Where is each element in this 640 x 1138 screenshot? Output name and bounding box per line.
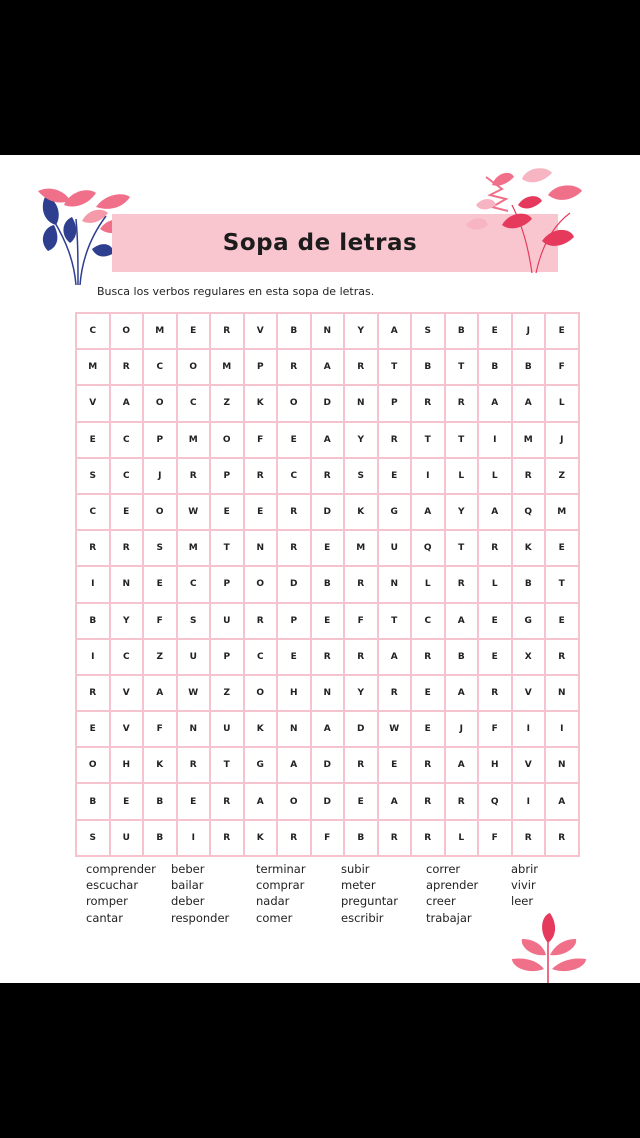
grid-cell[interactable]: E	[412, 712, 446, 748]
grid-cell[interactable]: B	[77, 784, 111, 820]
grid-row	[77, 423, 580, 459]
grid-cell[interactable]: C	[77, 314, 111, 350]
word-list-item: escuchar	[86, 878, 139, 893]
word-list-item: deber	[171, 894, 205, 909]
grid-cell[interactable]: E	[412, 676, 446, 712]
grid-cell[interactable]: C	[111, 459, 145, 495]
grid-cell[interactable]: A	[111, 386, 145, 422]
grid-cell[interactable]: J	[144, 459, 178, 495]
grid-cell[interactable]: C	[412, 604, 446, 640]
grid-cell[interactable]: R	[345, 640, 379, 676]
grid-cell[interactable]: N	[245, 531, 279, 567]
grid-cell[interactable]: R	[211, 314, 245, 350]
grid-cell[interactable]: O	[245, 676, 279, 712]
grid-cell[interactable]: P	[278, 604, 312, 640]
grid-cell[interactable]: R	[245, 604, 279, 640]
grid-cell[interactable]: A	[245, 784, 279, 820]
grid-cell[interactable]: E	[178, 784, 212, 820]
grid-cell[interactable]: I	[513, 712, 547, 748]
grid-row	[77, 350, 580, 386]
grid-cell[interactable]: R	[412, 784, 446, 820]
grid-cell[interactable]: I	[479, 423, 513, 459]
grid-cell[interactable]: T	[546, 567, 580, 603]
grid-cell[interactable]: W	[178, 495, 212, 531]
grid-cell[interactable]: D	[312, 748, 346, 784]
grid-cell[interactable]: I	[546, 712, 580, 748]
grid-cell[interactable]: Z	[144, 640, 178, 676]
grid-row	[77, 567, 580, 603]
grid-cell[interactable]: G	[513, 604, 547, 640]
word-list-item: terminar	[256, 862, 306, 876]
grid-cell[interactable]: R	[278, 821, 312, 857]
grid-cell[interactable]: F	[479, 821, 513, 857]
grid-cell[interactable]: I	[77, 567, 111, 603]
grid-cell[interactable]: P	[211, 459, 245, 495]
grid-cell[interactable]: C	[144, 350, 178, 386]
grid-cell[interactable]: T	[446, 531, 480, 567]
grid-cell[interactable]: Q	[513, 495, 547, 531]
grid-cell[interactable]: R	[312, 459, 346, 495]
grid-cell[interactable]: I	[178, 821, 212, 857]
word-list-item: cantar	[86, 910, 123, 925]
grid-cell[interactable]: A	[312, 350, 346, 386]
grid-cell[interactable]: T	[211, 531, 245, 567]
grid-cell[interactable]: Z	[546, 459, 580, 495]
word-list-item: subir	[341, 862, 370, 876]
grid-cell[interactable]: E	[77, 423, 111, 459]
grid-cell[interactable]: T	[446, 350, 480, 386]
grid-cell[interactable]: N	[312, 676, 346, 712]
grid-cell[interactable]: C	[111, 423, 145, 459]
grid-cell[interactable]: S	[77, 459, 111, 495]
grid-cell[interactable]: E	[546, 314, 580, 350]
word-list-item: bailar	[171, 878, 204, 893]
grid-cell[interactable]: P	[211, 640, 245, 676]
grid-cell[interactable]: R	[345, 567, 379, 603]
grid-row	[77, 676, 580, 712]
grid-cell[interactable]: B	[479, 350, 513, 386]
grid-cell[interactable]: E	[211, 495, 245, 531]
grid-cell[interactable]: R	[513, 821, 547, 857]
grid-cell[interactable]: T	[211, 748, 245, 784]
grid-cell[interactable]: U	[211, 604, 245, 640]
grid-cell[interactable]: E	[345, 784, 379, 820]
grid-cell[interactable]: R	[111, 350, 145, 386]
word-list-item: meter	[341, 878, 376, 893]
grid-cell[interactable]: D	[312, 495, 346, 531]
grid-cell[interactable]: J	[446, 712, 480, 748]
grid-cell[interactable]: B	[412, 350, 446, 386]
grid-cell[interactable]: D	[312, 386, 346, 422]
word-list-item: comprar	[256, 878, 305, 893]
word-list-item: beber	[171, 862, 205, 876]
grid-cell[interactable]: A	[446, 604, 480, 640]
grid-cell[interactable]: I	[77, 640, 111, 676]
grid-row	[77, 784, 580, 820]
grid-cell[interactable]: P	[144, 423, 178, 459]
grid-cell[interactable]: I	[412, 459, 446, 495]
grid-cell[interactable]: K	[245, 712, 279, 748]
word-list-item: romper	[86, 894, 128, 909]
grid-cell[interactable]: L	[479, 459, 513, 495]
grid-cell[interactable]: O	[278, 386, 312, 422]
grid-cell[interactable]: D	[312, 784, 346, 820]
grid-cell[interactable]: F	[312, 821, 346, 857]
grid-cell[interactable]: A	[479, 495, 513, 531]
grid-cell[interactable]: U	[111, 821, 145, 857]
grid-cell[interactable]: L	[412, 567, 446, 603]
flower-sprig-bottom-illustration	[508, 911, 590, 983]
flower-branch-right-illustration	[462, 165, 588, 275]
grid-cell[interactable]: A	[278, 748, 312, 784]
grid-cell[interactable]: R	[412, 640, 446, 676]
grid-cell[interactable]: V	[111, 676, 145, 712]
grid-cell[interactable]: S	[345, 459, 379, 495]
grid-cell[interactable]: O	[111, 314, 145, 350]
grid-cell[interactable]: S	[178, 604, 212, 640]
grid-cell[interactable]: R	[446, 784, 480, 820]
grid-cell[interactable]: R	[178, 748, 212, 784]
word-list-column	[341, 861, 426, 926]
grid-cell[interactable]: A	[479, 386, 513, 422]
grid-cell[interactable]: M	[546, 495, 580, 531]
grid-cell[interactable]: F	[479, 712, 513, 748]
grid-cell[interactable]: P	[379, 386, 413, 422]
grid-cell[interactable]: T	[379, 350, 413, 386]
grid-cell[interactable]: R	[446, 567, 480, 603]
grid-cell[interactable]: F	[144, 712, 178, 748]
grid-cell[interactable]: A	[144, 676, 178, 712]
grid-cell[interactable]: C	[178, 567, 212, 603]
grid-cell[interactable]: M	[178, 531, 212, 567]
grid-cell[interactable]: Y	[446, 495, 480, 531]
grid-cell[interactable]: R	[312, 640, 346, 676]
grid-cell[interactable]: M	[77, 350, 111, 386]
grid-cell[interactable]: C	[178, 386, 212, 422]
grid-cell[interactable]: A	[412, 495, 446, 531]
word-list-column	[86, 861, 171, 926]
grid-cell[interactable]: R	[211, 784, 245, 820]
grid-cell[interactable]: O	[211, 423, 245, 459]
grid-row	[77, 495, 580, 531]
grid-cell[interactable]: Y	[111, 604, 145, 640]
grid-cell[interactable]: R	[278, 350, 312, 386]
grid-cell[interactable]: E	[77, 712, 111, 748]
word-list-item: correr	[426, 862, 461, 876]
grid-cell[interactable]: S	[412, 314, 446, 350]
grid-cell[interactable]: N	[278, 712, 312, 748]
grid-cell[interactable]: R	[513, 459, 547, 495]
grid-row	[77, 640, 580, 676]
grid-cell[interactable]: Z	[211, 386, 245, 422]
grid-cell[interactable]: N	[312, 314, 346, 350]
grid-cell[interactable]: D	[345, 712, 379, 748]
grid-cell[interactable]: H	[479, 748, 513, 784]
grid-cell[interactable]: F	[345, 604, 379, 640]
word-search-grid	[75, 312, 580, 857]
grid-cell[interactable]: W	[379, 712, 413, 748]
grid-cell[interactable]: C	[77, 495, 111, 531]
grid-row	[77, 459, 580, 495]
grid-cell[interactable]: A	[379, 640, 413, 676]
grid-cell[interactable]: M	[178, 423, 212, 459]
grid-cell[interactable]: E	[178, 314, 212, 350]
grid-cell[interactable]: R	[479, 531, 513, 567]
grid-cell[interactable]: T	[379, 604, 413, 640]
grid-row	[77, 712, 580, 748]
grid-cell[interactable]: X	[513, 640, 547, 676]
grid-cell[interactable]: A	[446, 676, 480, 712]
grid-cell[interactable]: R	[379, 676, 413, 712]
grid-cell[interactable]: H	[278, 676, 312, 712]
grid-cell[interactable]: O	[144, 386, 178, 422]
grid-cell[interactable]: T	[446, 423, 480, 459]
grid-cell[interactable]: M	[144, 314, 178, 350]
grid-cell[interactable]: A	[546, 784, 580, 820]
grid-row	[77, 314, 580, 350]
grid-cell[interactable]: V	[245, 314, 279, 350]
grid-cell[interactable]: F	[546, 350, 580, 386]
grid-cell[interactable]: Q	[412, 531, 446, 567]
grid-cell[interactable]: B	[144, 784, 178, 820]
grid-cell[interactable]: W	[178, 676, 212, 712]
grid-cell[interactable]: O	[144, 495, 178, 531]
grid-row	[77, 821, 580, 857]
grid-cell[interactable]: N	[379, 567, 413, 603]
grid-cell[interactable]: J	[546, 423, 580, 459]
grid-cell[interactable]: V	[111, 712, 145, 748]
grid-cell[interactable]: E	[278, 640, 312, 676]
grid-cell[interactable]: G	[379, 495, 413, 531]
grid-cell[interactable]: P	[245, 350, 279, 386]
grid-cell[interactable]: R	[245, 459, 279, 495]
grid-cell[interactable]: R	[345, 350, 379, 386]
grid-cell[interactable]: B	[144, 821, 178, 857]
grid-cell[interactable]: B	[513, 567, 547, 603]
word-list-item: nadar	[256, 894, 290, 909]
grid-cell[interactable]: C	[278, 459, 312, 495]
grid-cell[interactable]: A	[312, 423, 346, 459]
grid-cell[interactable]: A	[312, 712, 346, 748]
instructions-text: Busca los verbos regulares en esta sopa de letras.	[97, 285, 375, 298]
grid-cell[interactable]: K	[513, 531, 547, 567]
grid-cell[interactable]: Z	[211, 676, 245, 712]
grid-cell[interactable]: A	[446, 748, 480, 784]
grid-cell[interactable]: R	[379, 423, 413, 459]
grid-cell[interactable]: T	[412, 423, 446, 459]
grid-cell[interactable]: J	[513, 314, 547, 350]
grid-cell[interactable]: E	[379, 459, 413, 495]
grid-cell[interactable]: R	[446, 386, 480, 422]
grid-cell[interactable]: E	[312, 604, 346, 640]
grid-cell[interactable]: C	[111, 640, 145, 676]
grid-cell[interactable]: E	[479, 314, 513, 350]
grid-cell[interactable]: Q	[479, 784, 513, 820]
word-list-item: comprender	[86, 862, 156, 876]
grid-cell[interactable]: L	[546, 386, 580, 422]
grid-cell[interactable]: M	[211, 350, 245, 386]
grid-cell[interactable]: B	[513, 350, 547, 386]
word-list-item: vivir	[511, 878, 536, 893]
grid-cell[interactable]: E	[312, 531, 346, 567]
grid-cell[interactable]: E	[245, 495, 279, 531]
grid-cell[interactable]: E	[144, 567, 178, 603]
grid-cell[interactable]: R	[77, 531, 111, 567]
grid-row	[77, 748, 580, 784]
grid-row	[77, 604, 580, 640]
grid-cell[interactable]: U	[178, 640, 212, 676]
grid-cell[interactable]: A	[379, 784, 413, 820]
grid-cell[interactable]: S	[77, 821, 111, 857]
word-list-item: creer	[426, 894, 456, 909]
grid-cell[interactable]: K	[144, 748, 178, 784]
grid-cell[interactable]: D	[278, 567, 312, 603]
grid-cell[interactable]: R	[412, 748, 446, 784]
grid-cell[interactable]: R	[77, 676, 111, 712]
grid-cell[interactable]: N	[345, 386, 379, 422]
grid-cell[interactable]: G	[245, 748, 279, 784]
grid-cell[interactable]: U	[379, 531, 413, 567]
grid-cell[interactable]: R	[111, 531, 145, 567]
grid-cell[interactable]: A	[379, 314, 413, 350]
word-list-item: comer	[256, 910, 293, 925]
grid-cell[interactable]: C	[245, 640, 279, 676]
grid-cell[interactable]: B	[278, 314, 312, 350]
grid-cell[interactable]: B	[446, 640, 480, 676]
grid-cell[interactable]: R	[278, 495, 312, 531]
grid-cell[interactable]: V	[513, 676, 547, 712]
grid-cell[interactable]: L	[446, 459, 480, 495]
grid-cell[interactable]: O	[77, 748, 111, 784]
grid-row	[77, 386, 580, 422]
grid-cell[interactable]: N	[178, 712, 212, 748]
grid-cell[interactable]: R	[412, 821, 446, 857]
grid-cell[interactable]: R	[479, 676, 513, 712]
grid-cell[interactable]: R	[278, 531, 312, 567]
grid-cell[interactable]: P	[211, 567, 245, 603]
grid-cell[interactable]: K	[245, 821, 279, 857]
grid-cell[interactable]: R	[546, 821, 580, 857]
grid-cell[interactable]: B	[345, 821, 379, 857]
grid-cell[interactable]: B	[312, 567, 346, 603]
grid-cell[interactable]: B	[77, 604, 111, 640]
grid-cell[interactable]: E	[546, 604, 580, 640]
grid-cell[interactable]: E	[546, 531, 580, 567]
grid-cell[interactable]: V	[513, 748, 547, 784]
grid-row	[77, 531, 580, 567]
grid-cell[interactable]: R	[412, 386, 446, 422]
word-list-column	[256, 861, 341, 926]
grid-cell[interactable]: L	[479, 567, 513, 603]
word-list-item: escribir	[341, 910, 384, 925]
word-list-item: responder	[171, 910, 230, 925]
grid-cell[interactable]: H	[111, 748, 145, 784]
grid-cell[interactable]: R	[345, 748, 379, 784]
grid-cell[interactable]: R	[178, 459, 212, 495]
grid-cell[interactable]: F	[144, 604, 178, 640]
grid-cell[interactable]: E	[111, 784, 145, 820]
grid-cell[interactable]: V	[77, 386, 111, 422]
grid-cell[interactable]: A	[513, 386, 547, 422]
word-list-column	[426, 861, 511, 926]
grid-cell[interactable]: Y	[345, 423, 379, 459]
grid-cell[interactable]: E	[479, 604, 513, 640]
grid-cell[interactable]: O	[278, 784, 312, 820]
grid-cell[interactable]: N	[111, 567, 145, 603]
grid-cell[interactable]: O	[245, 567, 279, 603]
grid-cell[interactable]: O	[178, 350, 212, 386]
word-list-item: leer	[511, 894, 534, 909]
grid-cell[interactable]: K	[245, 386, 279, 422]
page-title: Sopa de letras	[222, 230, 418, 256]
word-list-item: abrir	[511, 862, 538, 876]
grid-cell[interactable]: N	[546, 748, 580, 784]
word-list-item: aprender	[426, 878, 479, 893]
grid-cell[interactable]: N	[546, 676, 580, 712]
grid-cell[interactable]: E	[379, 748, 413, 784]
grid-cell[interactable]: U	[211, 712, 245, 748]
grid-cell[interactable]: K	[345, 495, 379, 531]
grid-cell[interactable]: R	[379, 821, 413, 857]
grid-cell[interactable]: E	[278, 423, 312, 459]
word-list-item: trabajar	[426, 910, 472, 925]
grid-cell[interactable]: F	[245, 423, 279, 459]
grid-cell[interactable]: R	[211, 821, 245, 857]
grid-cell[interactable]: S	[144, 531, 178, 567]
grid-cell[interactable]: I	[513, 784, 547, 820]
grid-cell[interactable]: Y	[345, 314, 379, 350]
word-list-column	[171, 861, 256, 926]
word-list-item: preguntar	[341, 894, 399, 909]
grid-cell[interactable]: L	[446, 821, 480, 857]
grid-cell[interactable]: B	[446, 314, 480, 350]
grid-cell[interactable]: R	[546, 640, 580, 676]
grid-cell[interactable]: M	[513, 423, 547, 459]
grid-cell[interactable]: E	[111, 495, 145, 531]
grid-cell[interactable]: M	[345, 531, 379, 567]
grid-cell[interactable]: Y	[345, 676, 379, 712]
worksheet-page	[0, 155, 640, 983]
grid-cell[interactable]: E	[479, 640, 513, 676]
